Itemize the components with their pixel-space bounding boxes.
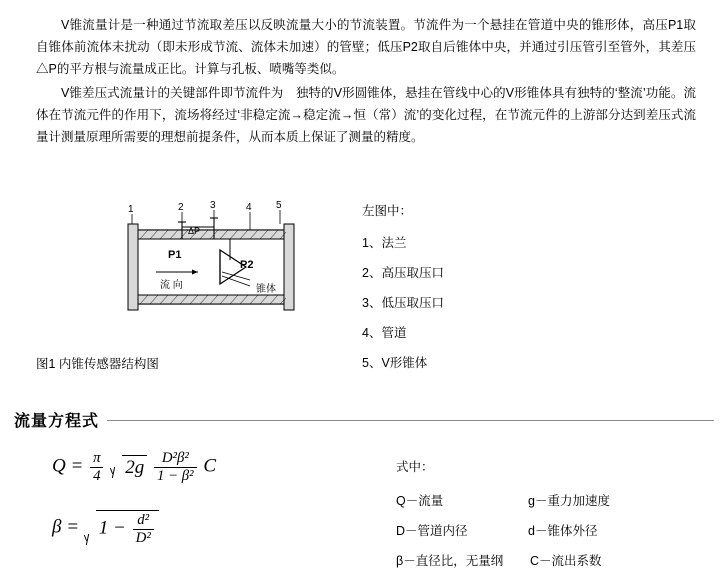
nomenclature-block bbox=[396, 452, 706, 576]
figure-legend bbox=[362, 196, 444, 378]
formula-q-equals: = bbox=[70, 455, 84, 477]
label-delta-p: ΔP bbox=[188, 226, 201, 236]
label-cone: 锥体 bbox=[256, 284, 276, 295]
legend-item-2: 2、高压取压口 bbox=[362, 266, 444, 280]
callout-3: 3 bbox=[210, 200, 216, 211]
label-p2: P2 bbox=[240, 259, 254, 271]
formula-beta-equals: = bbox=[66, 516, 80, 538]
paragraph-2: V锥差压式流量计的关键部件即节流件为 独特的V形圆锥体，悬挂在管线中心的V形锥体具有独特的‘整流’功能。流体在节流元件的作用下，流场将经过‘非稳定流→稳定流→恒（常）流’的变化过程，在节流元件的上游部分达到差压式流量计测量原理所需要的理想前提条件，从而本质上保证了测量的精度。 bbox=[36, 86, 696, 144]
formula-sqrt-beta bbox=[85, 510, 159, 546]
formula-pi: π bbox=[90, 450, 103, 468]
label-flow: 流 向 bbox=[160, 280, 183, 291]
intro-text bbox=[36, 14, 696, 150]
callout-5: 5 bbox=[276, 200, 282, 211]
nomenclature-left-1: Q－流量 bbox=[396, 494, 444, 508]
formula-sqrt-2g: 2g bbox=[111, 455, 147, 479]
nomenclature-title: 式中： bbox=[396, 460, 434, 474]
legend-item-4: 4、管道 bbox=[362, 326, 407, 340]
nomenclature-right-3: C－流出系数 bbox=[530, 554, 602, 568]
formula-four: 4 bbox=[93, 467, 101, 484]
nomenclature-left-3: β－直径比，无量纲 bbox=[396, 554, 504, 568]
formula-beta-equation bbox=[52, 510, 159, 546]
figure-vcone-diagram bbox=[110, 200, 320, 340]
vcone-svg bbox=[110, 200, 320, 340]
nomenclature-row bbox=[396, 486, 706, 516]
paragraph-1: V锥流量计是一种通过节流取差压以反映流量大小的节流装置。节流件为一个悬挂在管道中央的锥形体，高压P1取自锥体前流体未扰动（即未形成节流、流体未加速）的管壁；低压P2取自后锥体中央，并通过引压管引至管外，其差压△P的平方根与流量成正比。计算与孔板、喷嘴等类似。 bbox=[36, 18, 696, 76]
legend-title: 左图中： bbox=[362, 204, 413, 218]
formula-beta-symbol: β bbox=[52, 516, 62, 538]
formula-flow-equation bbox=[52, 450, 216, 484]
nomenclature-row bbox=[396, 516, 706, 546]
section-heading bbox=[14, 408, 714, 432]
callout-2: 2 bbox=[178, 202, 184, 213]
callout-1: 1 bbox=[128, 204, 134, 215]
section-title: 流量方程式 bbox=[14, 408, 107, 431]
formula-d-squared: d² bbox=[133, 512, 154, 530]
legend-item-3: 3、低压取压口 bbox=[362, 296, 444, 310]
formula-ratio-denominator: 1 − β² bbox=[156, 467, 194, 484]
nomenclature-left-2: D－管道内径 bbox=[396, 524, 468, 538]
formula-beta-ratio bbox=[154, 450, 197, 484]
formula-discharge-coefficient: C bbox=[203, 455, 217, 477]
section-divider bbox=[14, 420, 714, 421]
legend-item-1: 1、法兰 bbox=[362, 236, 407, 250]
nomenclature-right-2: d－锥体外径 bbox=[528, 524, 598, 538]
legend-item-5: 5、V形锥体 bbox=[362, 356, 428, 370]
nomenclature-right-1: g－重力加速度 bbox=[528, 494, 610, 508]
figure-caption: 图1 内锥传感器结构图 bbox=[36, 357, 159, 371]
nomenclature-row bbox=[396, 546, 706, 576]
formula-pi-over-4 bbox=[90, 450, 103, 484]
formula-beta-one-minus: 1 − bbox=[98, 517, 126, 539]
label-p1: P1 bbox=[168, 249, 182, 261]
formula-D-squared: D² bbox=[135, 529, 151, 546]
formula-q-symbol: Q bbox=[52, 455, 66, 477]
callout-4: 4 bbox=[246, 202, 252, 213]
formula-d-over-D bbox=[133, 512, 154, 546]
formula-ratio-numerator: D²β² bbox=[154, 450, 197, 468]
